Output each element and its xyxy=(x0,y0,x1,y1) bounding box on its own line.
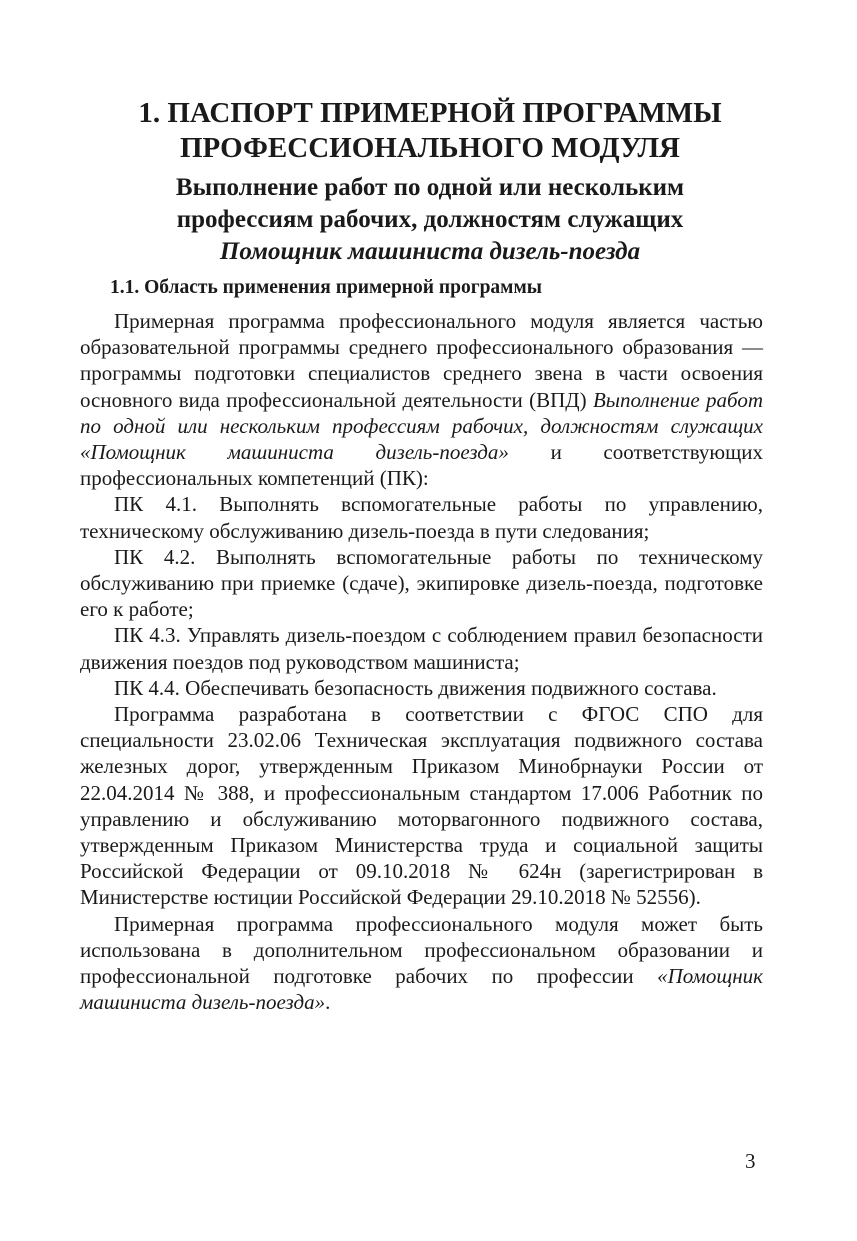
module-subtitle-line-2: профессиям рабочих, должностям служащих xyxy=(176,206,684,233)
basis-paragraph: Программа разработана в соответствии с ФГОС СПО для специальности 23.02.06 Техническая эксплуатация подвижного состава железных дорог, утвержденным Приказом Минобрнауки России от 22.04.2014 № 388, и профессиональным стандартом 17.006 Работник по управлению и обслуживанию моторвагонного подвижного состава, утвержденным Приказом Министерства труда и социальной защиты Российской Федерации от 09.10.2018 № 624н (зарегистрирован в Министерстве юстиции Российской Федерации 29.10.2018 № 52556). xyxy=(80,702,763,910)
page-number: 3 xyxy=(745,1149,756,1173)
chapter-title-line-1: 1. ПАСПОРТ ПРИМЕРНОЙ ПРОГРАММЫ xyxy=(138,97,722,129)
module-subtitle-line-1: Выполнение работ по одной или нескольким xyxy=(175,174,685,201)
usage-lead: Примерная программа профессионального модуля может быть использована в дополнительном профессиональном образовании и профессиональной подготовке рабочих по профессии xyxy=(80,911,763,989)
intro-lead: Примерная программа профессионального модуля является частью образовательной программы среднего профессионального образования — программы подготовки специалистов среднего звена в части освоения основного вида профессиональной деятельности (ВПД) xyxy=(80,309,763,412)
usage-tail: . xyxy=(325,990,331,1015)
body-text xyxy=(80,308,763,1015)
intro-paragraph xyxy=(80,308,763,491)
usage-paragraph xyxy=(80,911,763,1016)
competency-item: ПК 4.4. Обеспечивать безопасность движения подвижного состава. xyxy=(114,675,717,700)
competency-item: ПК 4.2. Выполнять вспомогательные работы по техническому обслуживанию при приемке (сдаче), экипировке дизель-поезда, подготовке его к работе; xyxy=(80,544,763,622)
intro-tail: и соответствующих профессиональных компетенций (ПК): xyxy=(80,440,763,491)
competency-item: ПК 4.3. Управлять дизель-поездом с соблюдением правил безопасности движения поездов под руководством машиниста; xyxy=(80,623,763,674)
competency-item: ПК 4.1. Выполнять вспомогательные работы по управлению, техническому обслуживанию дизель-поезда в пути следования; xyxy=(80,492,763,543)
profession-name: Помощник машиниста дизель-поезда xyxy=(219,238,641,265)
chapter-title-line-2: ПРОФЕССИОНАЛЬНОГО МОДУЛЯ xyxy=(180,132,680,164)
activity-name: Выполнение работ по одной или нескольким профессиям рабочих, должностям служащих «Помощник машиниста дизель-поезда» xyxy=(80,387,763,465)
module-subtitle xyxy=(80,172,780,268)
chapter-title xyxy=(80,96,780,166)
section-heading: 1.1. Область применения примерной программы xyxy=(110,277,542,298)
usage-profession: «Помощник машиниста дизель-поезда» xyxy=(80,964,763,1015)
